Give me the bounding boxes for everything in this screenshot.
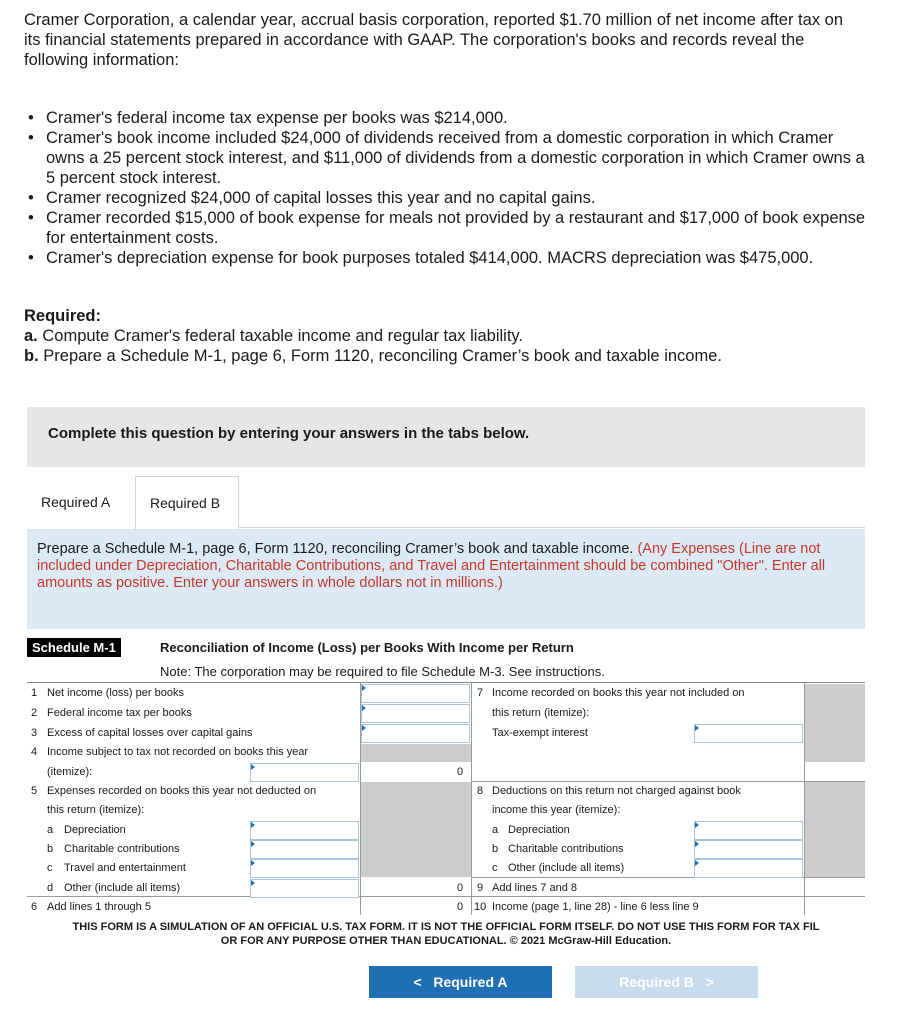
list-item: • Cramer's depreciation expense for book purposes totaled $414,000. MACRS depreciation was $475,000. [28,248,868,268]
list-item: • Cramer's book income included $24,000 of dividends received from a domestic corporation in which Cramer owns a 25 percent stock interest, and $11,000 of dividends from a domestic corporation in which Cramer owns a 5 percent stock interest. [28,128,868,188]
line3-input[interactable] [361,724,470,743]
schedule-note: Note: The corporation may be required to file Schedule M-3. See instructions. [160,664,605,679]
line5b-label: Charitable contributions [64,843,180,855]
chevron-right-icon: > [705,974,714,990]
line4-label: Income subject to tax not recorded on books this year [47,746,309,758]
line-number: 5 [31,785,38,797]
line7-taxexempt-label: Tax-exempt interest [492,727,588,739]
line4-total: 0 [457,766,464,778]
line5d-input[interactable] [250,879,359,898]
line5-itemize-label: this return (itemize): [47,804,145,816]
line8b-letter: b [492,843,499,855]
line1-label: Net income (loss) per books [47,687,184,699]
line2-label: Federal income tax per books [47,707,192,719]
line-number: 8 [477,785,484,797]
line5d-label: Other (include all items) [64,882,181,894]
line-number: 10 [474,901,487,913]
shaded-cell [805,782,865,877]
line9-label: Add lines 7 and 8 [492,882,578,894]
line5a-label: Depreciation [64,824,126,836]
line4-itemize-label: (itemize): [47,766,93,778]
line-number: 7 [477,687,484,699]
line6-total: 0 [457,901,464,913]
tab-required-b[interactable]: Required B [135,476,239,529]
required-b: b. Prepare a Schedule M-1, page 6, Form 1120, reconciling Cramer’s book and taxable income. [24,347,722,365]
line3-label: Excess of capital losses over capital gains [47,727,253,739]
line5-total: 0 [457,882,464,894]
form-disclaimer: THIS FORM IS A SIMULATION OF AN OFFICIAL U.S. TAX FORM. IT IS NOT THE OFFICIAL FORM ITSELF. DO NOT USE THIS FORM FOR TAX FIL OR FOR ANY PURPOSE OTHER THAN EDUCATIONAL. © 2021 McGraw-Hill Education. [72,921,820,947]
instructions-note: (Any Expenses (Line are not included under Depreciation, Charitable Contributions, and Travel and Entertainment should be combined "Other". Enter all amounts as positive. Enter your answers in whole dollars not in millions.) [37,541,826,591]
shaded-cell [805,684,865,762]
instructions-main: Prepare a Schedule M-1, page 6, Form 1120, reconciling Cramer’s book and taxable income. [37,541,634,557]
line4-item-input[interactable] [250,763,359,782]
facts-list [28,108,868,268]
line-number: 6 [31,901,38,913]
instruction-banner: Complete this question by entering your answers in the tabs below. [27,407,865,467]
line8c-label: Other (include all items) [508,862,625,874]
line7-taxexempt-input[interactable] [694,724,803,743]
required-a: a. Compute Cramer's federal taxable income and regular tax liability. [24,327,524,345]
problem-intro: Cramer Corporation, a calendar year, accrual basis corporation, reported $1.70 million of net income after tax on its financial statements prepared in accordance with GAAP. The corporation's books and records reveal the following information: [24,11,844,69]
tab-required-a[interactable]: Required A [27,476,135,528]
line-number: 9 [477,882,484,894]
line8-itemize-label: income this year (itemize): [492,804,621,816]
list-item: • Cramer's federal income tax expense per books was $214,000. [28,108,868,128]
line5c-input[interactable] [250,859,359,878]
line-number: 4 [31,746,38,758]
line5c-letter: c [47,862,53,874]
shaded-cell [361,744,471,762]
line5b-letter: b [47,843,54,855]
schedule-m1-form [27,682,865,914]
line5d-letter: d [47,882,54,894]
tab-instructions [27,529,865,629]
required-heading: Required: [24,307,102,325]
line5c-label: Travel and entertainment [64,862,186,874]
line8a-input[interactable] [694,821,803,840]
line-number: 3 [31,727,38,739]
line8-label: Deductions on this return not charged against book [492,785,741,797]
line-number: 1 [31,687,38,699]
line8b-label: Charitable contributions [508,843,624,855]
line1-input[interactable] [361,684,470,703]
tab-bar [27,476,865,528]
line10-label: Income (page 1, line 28) - line 6 less line 9 [492,901,699,913]
next-required-b-button[interactable]: Required B > [575,966,758,998]
schedule-badge: Schedule M-1 [27,638,121,657]
line7-itemize-label: this return (itemize): [492,707,590,719]
shaded-cell [361,782,471,877]
line2-input[interactable] [361,704,470,723]
line5b-input[interactable] [250,840,359,859]
line8b-input[interactable] [694,840,803,859]
line8a-label: Depreciation [508,824,570,836]
line5a-input[interactable] [250,821,359,840]
line8a-letter: a [492,824,499,836]
line6-label: Add lines 1 through 5 [47,901,151,913]
required-section [24,306,722,366]
line8c-input[interactable] [694,859,803,878]
chevron-left-icon: < [413,974,422,990]
line8c-letter: c [492,862,498,874]
line7-label: Income recorded on books this year not included on [492,687,745,699]
previous-required-a-button[interactable]: < Required A [369,966,552,998]
line5-label: Expenses recorded on books this year not deducted on [47,785,317,797]
list-item: • Cramer recorded $15,000 of book expense for meals not provided by a restaurant and $17,000 of book expense for entertainment costs. [28,208,868,248]
schedule-title: Reconciliation of Income (Loss) per Books With Income per Return [160,640,574,655]
line-number: 2 [31,707,38,719]
line5a-letter: a [47,824,54,836]
list-item: • Cramer recognized $24,000 of capital losses this year and no capital gains. [28,188,868,208]
